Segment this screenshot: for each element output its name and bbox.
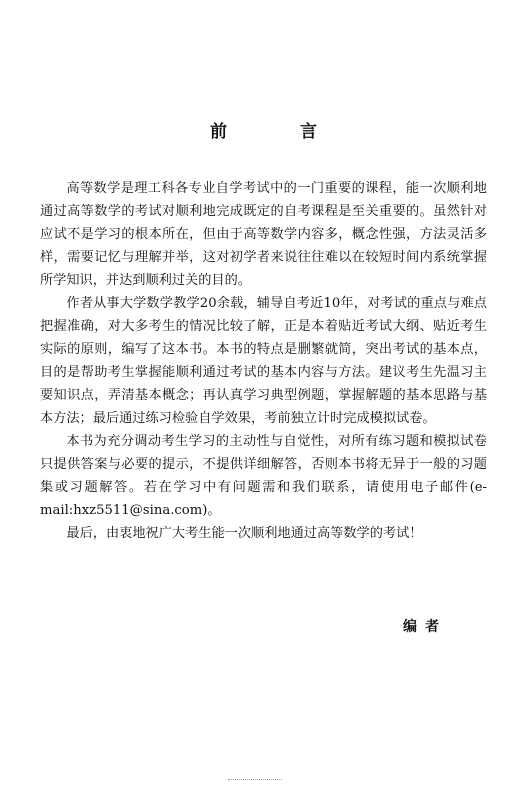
scan-footer-mark (228, 779, 282, 783)
page-title: 前 言 (210, 122, 345, 142)
paragraph-2: 作者从事大学数学教学20余载，辅导自考近10年，对考试的重点与难点把握准确，对大多考生的情况比较了解，正是本着贴近考试大纲、贴近考生实际的原则，编写了这本书。本书的特点是删繁就简，突出考试的基本点，目的是帮助考生掌握能顺利通过考试的基本内容与方法。建议考生先温习主要知识点，弄清基本概念；再认真学习典型例题，掌握解题的基本思路与基本方法；最后通过练习检验自学效果，考前独立计时完成模拟试卷。 (40, 296, 487, 426)
author-signature: 编者 (403, 619, 447, 635)
paragraph-4: 最后，由衷地祝广大考生能一次顺利地通过高等数学的考试！ (66, 526, 423, 541)
paragraph-3: 本书为充分调动考生学习的主动性与自觉性，对所有练习题和模拟试卷只提供答案与必要的提示，不提供详细解答，否则本书将无异于一般的习题集或习题解答。若在学习中有问题需和我们联系，请使用电子邮件(e-mail:hxz5511@sina.com)。 (40, 434, 487, 518)
preface-body (40, 177, 487, 545)
paragraph-1: 高等数学是理工科各专业自学考试中的一门重要的课程，能一次顺利地通过高等数学的考试对顺利地完成既定的自考课程是至关重要的。虽然针对应试不是学习的根本所在，但由于高等数学内容多，概念性强，方法灵活多样，需要记忆与理解并举，这对初学者来说往往难以在较短时间内系统掌握所学知识，并达到顺利过关的目的。 (40, 181, 487, 288)
